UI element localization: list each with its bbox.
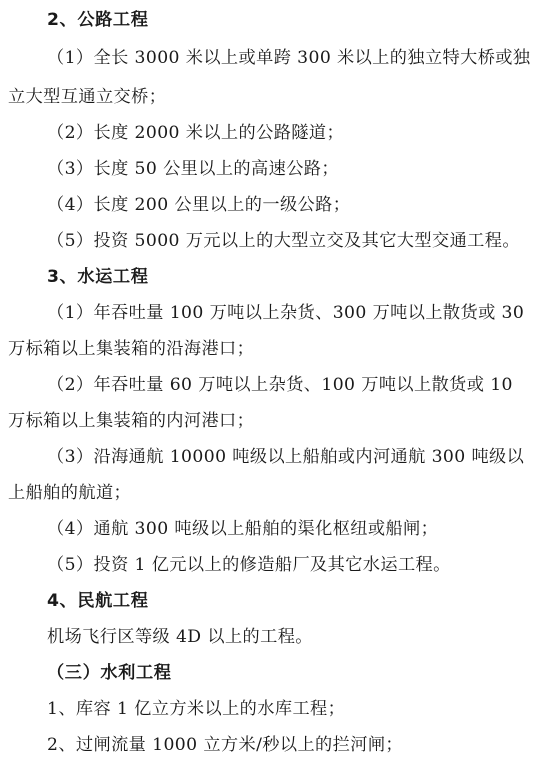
waterway-item-4: （4）通航 300 吨级以上船舶的渠化枢纽或船闸； <box>47 519 439 539</box>
waterway-item-3-line-2: 上船舶的航道； <box>8 483 132 503</box>
waterway-item-1-line-1: （1）年吞吐量 100 万吨以上杂货、300 万吨以上散货或 30 <box>47 303 525 323</box>
waterway-item-2-line-2: 万标箱以上集装箱的内河港口； <box>8 411 255 431</box>
water-conservancy-item-1: 1、库容 1 亿立方米以上的水库工程； <box>47 699 346 719</box>
highway-item-4: （4）长度 200 公里以上的一级公路； <box>47 195 351 215</box>
water-conservancy-item-2: 2、过闸流量 1000 立方米/秒以上的拦河闸； <box>47 735 403 755</box>
waterway-item-1-line-2: 万标箱以上集装箱的沿海港口； <box>8 339 255 359</box>
waterway-item-5: （5）投资 1 亿元以上的修造船厂及其它水运工程。 <box>47 555 451 575</box>
highway-item-5: （5）投资 5000 万元以上的大型立交及其它大型交通工程。 <box>47 231 520 251</box>
section-heading-aviation: 4、民航工程 <box>47 591 149 611</box>
section-heading-highway: 2、公路工程 <box>47 10 149 30</box>
highway-item-2: （2）长度 2000 米以上的公路隧道； <box>47 123 345 143</box>
waterway-item-3-line-1: （3）沿海通航 10000 吨级以上船舶或内河通航 300 吨级以 <box>47 447 525 467</box>
section-heading-waterway: 3、水运工程 <box>47 267 149 287</box>
aviation-item-1: 机场飞行区等级 4D 以上的工程。 <box>47 627 313 647</box>
highway-item-1-line-2: 立大型互通立交桥； <box>8 87 167 107</box>
section-heading-water-conservancy: （三）水利工程 <box>47 663 172 683</box>
highway-item-1-line-1: （1）全长 3000 米以上或单跨 300 米以上的独立特大桥或独 <box>47 48 531 68</box>
waterway-item-2-line-1: （2）年吞吐量 60 万吨以上杂货、100 万吨以上散货或 10 <box>47 375 513 395</box>
highway-item-3: （3）长度 50 公里以上的高速公路； <box>47 159 339 179</box>
